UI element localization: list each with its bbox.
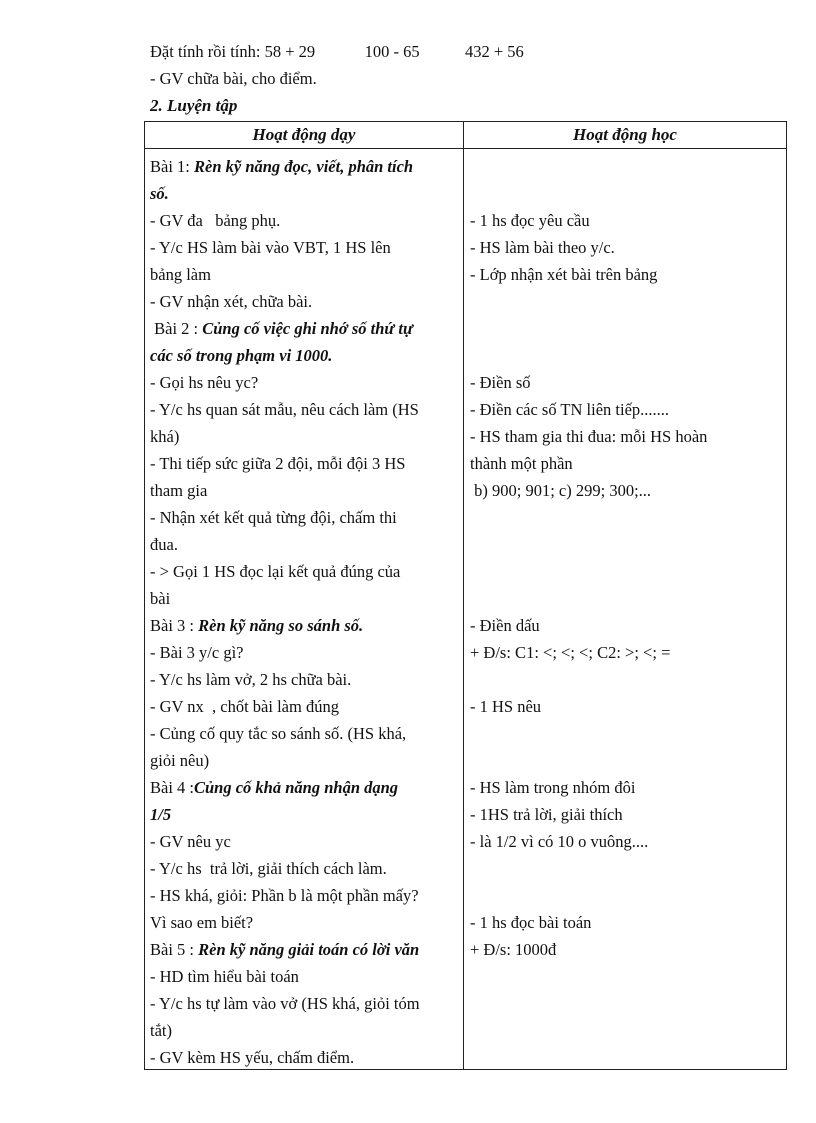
teacher-line-text: khá) (150, 427, 180, 446)
student-line: - Điền các số TN liên tiếp....... (470, 400, 670, 419)
teacher-line-text: - Củng cố quy tắc so sánh số. (HS khá, (150, 724, 407, 743)
teacher-line (150, 292, 312, 312)
student-line: - là 1/2 vì có 10 o vuông.... (470, 832, 649, 851)
table-header-row (145, 122, 787, 149)
teacher-line-text: Bài 3 : (150, 616, 199, 635)
teacher-line-text: bảng làm (150, 265, 211, 284)
teacher-line-text: Vì sao em biết? (150, 913, 254, 932)
teacher-line (150, 265, 211, 285)
exercise-goal: các số trong phạm vi 1000. (150, 346, 333, 365)
teacher-line-text: - Bài 3 y/c gì? (150, 643, 244, 662)
teacher-line-text: - > Gọi 1 HS đọc lại kết quả đúng của (150, 562, 401, 581)
teacher-line-text: - Gọi hs nêu yc? (150, 373, 259, 392)
teacher-column (145, 149, 464, 1070)
teacher-line (150, 319, 413, 339)
teacher-line (150, 373, 258, 393)
teacher-line (150, 427, 179, 447)
exercise-goal: Rèn kỹ năng đọc, viết, phân tích (194, 157, 414, 176)
student-line: - HS làm bài theo y/c. (470, 238, 615, 257)
teacher-line (150, 832, 231, 852)
teacher-line (150, 886, 419, 906)
teacher-line (150, 940, 419, 960)
teacher-line-text: Bài 4 : (150, 778, 194, 797)
teacher-line-text: - HD tìm hiểu bài toán (150, 967, 299, 986)
teacher-line-text: Bài 5 : (150, 940, 199, 959)
student-line: - Lớp nhận xét bài trên bảng (470, 265, 658, 284)
teacher-line-text: - HS khá, giỏi: Phần b là một phần mấy? (150, 886, 419, 905)
teacher-line (150, 400, 419, 420)
teacher-line (150, 508, 397, 528)
teacher-line-text: - Y/c hs làm vở, 2 hs chữa bài. (150, 670, 352, 689)
exercise-goal: Củng cố việc ghi nhớ số thứ tự (202, 319, 413, 338)
teacher-line-text: - GV đa bảng phụ. (150, 211, 281, 230)
exercise-goal: Củng cố khả năng nhận dạng (194, 778, 399, 797)
teacher-line (150, 481, 207, 501)
teacher-line-text: - Y/c hs trả lời, giải thích cách làm. (150, 859, 387, 878)
teacher-line (150, 535, 178, 555)
teacher-line (150, 184, 169, 204)
student-line: - 1HS trả lời, giải thích (470, 805, 623, 824)
exercise-goal: Rèn kỹ năng giải toán có lời văn (198, 940, 420, 959)
student-column (464, 149, 787, 1070)
student-line: - 1 HS nêu (470, 697, 542, 716)
teacher-line-text: - GV nêu yc (150, 832, 231, 851)
student-line: b) 900; 901; c) 299; 300;... (470, 481, 652, 500)
teacher-line (150, 805, 171, 825)
student-line: + Đ/s: C1: <; <; <; C2: >; <; = (470, 643, 671, 662)
teacher-line (150, 157, 413, 177)
teacher-line (150, 1048, 354, 1068)
table-body-row (145, 149, 787, 1070)
teacher-line-text: - Y/c HS làm bài vào VBT, 1 HS lên (150, 238, 391, 257)
teacher-line (150, 994, 420, 1014)
header-student-activity: Hoạt động học (464, 122, 787, 149)
student-line: - Điền dấu (470, 616, 540, 635)
section-title: 2. Luyện tập (150, 96, 238, 115)
teacher-line (150, 697, 339, 717)
teacher-line (150, 967, 299, 987)
teacher-line-text: giỏi nêu) (150, 751, 210, 770)
student-line: - HS làm trong nhóm đôi (470, 778, 636, 797)
teacher-line (150, 913, 253, 933)
student-line: - 1 hs đọc yêu cầu (470, 211, 590, 230)
student-line: - Điền số (470, 373, 531, 392)
teacher-line-text: - GV nhận xét, chữa bài. (150, 292, 313, 311)
teacher-line-text: - Nhận xét kết quả từng đội, chấm thi (150, 508, 397, 527)
teacher-line-text: - Y/c hs tự làm vào vở (HS khá, giỏi tóm (150, 994, 420, 1013)
teacher-line (150, 643, 243, 663)
teacher-line-text: đua. (150, 535, 178, 554)
exercise-goal: Rèn kỹ năng so sánh số. (198, 616, 364, 635)
teacher-line (150, 778, 398, 798)
student-line: - 1 hs đọc bài toán (470, 913, 592, 932)
header-line-2: - GV chữa bài, cho điểm. (150, 69, 317, 88)
teacher-line (150, 454, 405, 474)
teacher-line (150, 211, 280, 231)
teacher-line (150, 589, 170, 609)
teacher-line (150, 616, 363, 636)
exercise-goal: 1/5 (150, 805, 172, 824)
teacher-line (150, 346, 332, 366)
teacher-line (150, 670, 351, 690)
header-teacher-activity: Hoạt động dạy (145, 122, 464, 149)
teacher-line-text: - Y/c hs quan sát mẫu, nêu cách làm (HS (150, 400, 419, 419)
teacher-line-text: Bài 1: (150, 157, 194, 176)
teacher-line (150, 859, 387, 879)
student-line: - HS tham gia thi đua: mỗi HS hoàn (470, 427, 708, 446)
lesson-table (144, 121, 787, 1070)
student-line: thành một phần (470, 454, 573, 473)
teacher-line (150, 562, 400, 582)
teacher-line-text: - GV kèm HS yếu, chấm điểm. (150, 1048, 355, 1067)
teacher-line-text: - Thi tiếp sức giữa 2 đội, mỗi đội 3 HS (150, 454, 406, 473)
teacher-line-text: bài (150, 589, 171, 608)
teacher-line (150, 238, 391, 258)
teacher-line-text: - GV nx , chốt bài làm đúng (150, 697, 339, 716)
exercise-goal: số. (150, 184, 169, 203)
teacher-line-text: tắt) (150, 1021, 172, 1040)
teacher-line-text: Bài 2 : (150, 319, 203, 338)
header-line-1: Đặt tính rồi tính: 58 + 29 100 - 65 432 + 56 (150, 42, 524, 61)
teacher-line-text: tham gia (150, 481, 208, 500)
teacher-line (150, 1021, 172, 1041)
teacher-line (150, 751, 209, 771)
teacher-line (150, 724, 406, 744)
student-line: + Đ/s: 1000đ (470, 940, 557, 959)
